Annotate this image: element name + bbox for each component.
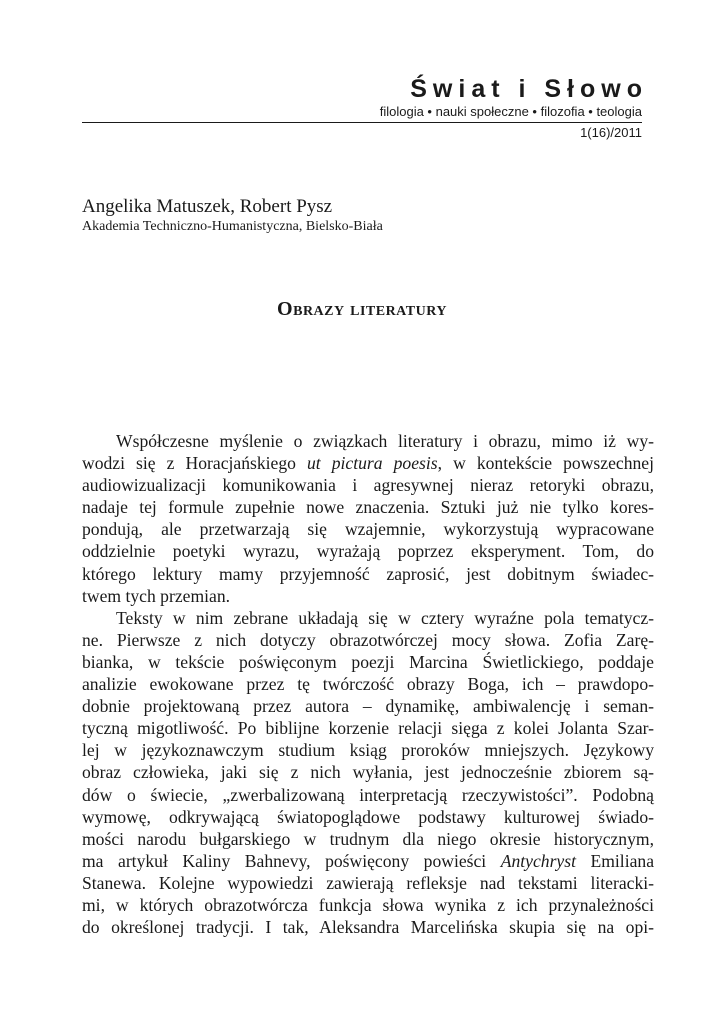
article-body — [82, 430, 654, 938]
article-authors: Angelika Matuszek, Robert Pysz — [82, 196, 333, 217]
author-affiliation: Akademia Techniczno-Humanistyczna, Bielsko-Biała — [82, 219, 383, 234]
body-line: bianka, w tekście poświęconym poezji Marcina Świetlickiego, poddaje — [82, 651, 654, 672]
latin-phrase: ut pictura poesis — [307, 453, 438, 474]
body-line: twem tych przemian. — [82, 585, 231, 606]
body-line: tyczną migotliwość. Po biblijne korzenie relacji sięga z kolei Jolanta Szar- — [82, 718, 654, 739]
body-line: oddzielnie poetyki wyrazu, wyrażają poprzez eksperyment. Tom, do — [82, 541, 654, 562]
body-line: Teksty w nim zebrane układają się w cztery wyraźne pola tematycz- — [116, 607, 654, 628]
issue-number: 1(16)/2011 — [580, 125, 642, 140]
body-line: pondują, ale przetwarzają się wzajemnie, wykorzystują wypracowane — [82, 519, 654, 540]
body-line: Stanewa. Kolejne wypowiedzi zawierają refleksje nad tekstami literacki- — [82, 872, 654, 893]
body-line: wymowę, odkrywającą światopoglądowe podstawy kulturowej świado- — [82, 806, 654, 827]
body-line: wodzi się z Horacjańskiego ut pictura poesis, w kontekście powszechnej — [82, 453, 654, 474]
book-title: Antychryst — [500, 850, 576, 871]
body-line: dobnie projektowaną przez autora – dynamikę, ambiwalencję i seman- — [82, 696, 654, 717]
body-line: obraz człowieka, jaki się z nich wyłania, jest jednocześnie zbiorem są- — [82, 762, 654, 783]
body-line: którego lektury mamy przyjemność zaprosić, jest dobitnym świadec- — [82, 563, 654, 584]
body-line: Współczesne myślenie o związkach literatury i obrazu, mimo iż wy- — [116, 431, 654, 451]
header-rule — [82, 122, 642, 123]
body-line: mości narodu bułgarskiego w trudnym dla niego okresie historycznym, — [82, 828, 654, 849]
body-line: ne. Pierwsze z nich dotyczy obrazotwórczej mocy słowa. Zofia Zarę- — [82, 629, 654, 650]
body-line: nadaje tej formule zupełnie nowe znaczenia. Sztuki już nie tylko kores- — [82, 497, 654, 518]
body-line: audiowizualizacji komunikowania i agresywnej nieraz retoryki obrazu, — [82, 475, 654, 496]
article-title: Obrazy literatury — [277, 298, 447, 320]
body-line: dów o świecie, „zwerbalizowaną interpretacją rzeczywistości”. Podobną — [82, 784, 654, 805]
journal-masthead — [82, 74, 648, 120]
body-line: do określonej tradycji. I tak, Aleksandra Marcelińska skupia się na opi- — [82, 917, 654, 938]
body-line: ma artykuł Kaliny Bahnevy, poświęcony powieści Antychryst Emiliana — [82, 850, 654, 871]
body-line: analizie ewokowane przez tę twórczość obrazy Boga, ich – prawdopo- — [82, 674, 654, 695]
body-line: mi, w których obrazotwórcza funkcja słowa wynika z ich przynależności — [82, 894, 654, 915]
body-line: lej w językoznawczym studium ksiąg proroków mniejszych. Językowy — [82, 740, 654, 761]
journal-subtitle: filologia • nauki społeczne • filozofia • teologia — [379, 104, 642, 119]
journal-title: Świat i Słowo — [410, 75, 648, 103]
